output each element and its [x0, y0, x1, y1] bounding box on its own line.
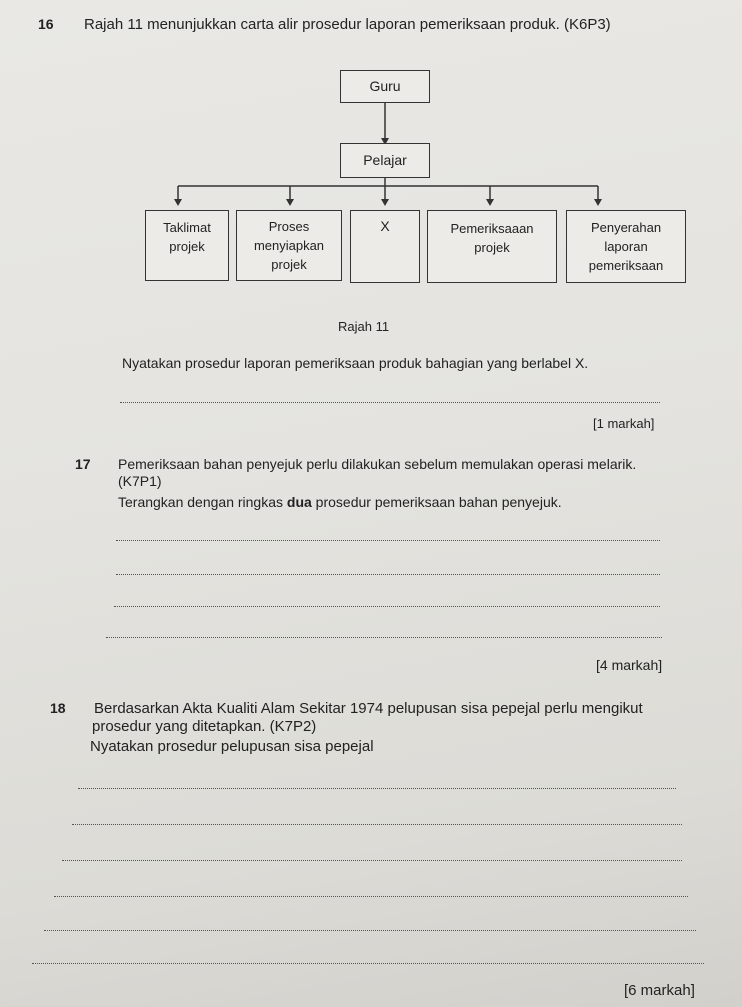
answer-line-18-6 — [32, 963, 704, 964]
flowchart-box-pelajar — [340, 143, 430, 178]
answer-line-18-5 — [44, 930, 696, 931]
flowchart-step-5-label: Penyerahan laporan pemeriksaan — [588, 220, 664, 273]
answer-line-18-2 — [72, 824, 682, 825]
question-17-number: 17 — [75, 456, 91, 472]
figure-caption: Rajah 11 — [338, 319, 390, 334]
question-17-line-1: Pemeriksaan bahan penyejuk perlu dilakukan sebelum memulakan operasi melarik. — [118, 456, 637, 472]
flowchart-step-4-label: Pemeriksaaan projek — [450, 220, 534, 255]
answer-line-17-2 — [116, 574, 660, 575]
question-17-instruction-post: prosedur pemeriksaan bahan penyejuk. — [311, 494, 562, 510]
answer-line-18-1 — [78, 788, 676, 789]
question-18-line-1: Berdasarkan Akta Kualiti Alam Sekitar 1974 pelupusan sisa pepejal perlu mengikut — [94, 700, 643, 717]
answer-line-17-3 — [114, 606, 660, 607]
question-16-instruction: Nyatakan prosedur laporan pemeriksaan produk bahagian yang berlabel X. — [122, 355, 589, 371]
flowchart-step-4 — [427, 210, 557, 283]
question-16-number: 16 — [38, 16, 54, 32]
flowchart-step-1 — [145, 210, 229, 281]
answer-line-18-4 — [54, 896, 688, 897]
flowchart-box-pelajar-label: Pelajar — [363, 152, 407, 168]
question-16-text: Rajah 11 menunjukkan carta alir prosedur laporan pemeriksaan produk. (K6P3) — [84, 16, 611, 33]
question-17-marks: [4 markah] — [596, 657, 663, 673]
question-18-number: 18 — [50, 700, 66, 716]
question-17-instruction-bold: dua — [286, 494, 312, 510]
question-18-marks: [6 markah] — [624, 982, 695, 999]
question-18-instruction: Nyatakan prosedur pelupusan sisa pepejal — [90, 738, 374, 755]
question-17-line-2: (K7P1) — [118, 473, 162, 489]
flowchart-step-1-label: Taklimat projek — [163, 219, 211, 254]
answer-line-16-1 — [120, 402, 660, 403]
flowchart-step-x — [350, 210, 420, 283]
flowchart-step-2 — [236, 210, 342, 281]
flowchart-step-2-label: Proses menyiapkan projek — [253, 219, 325, 272]
question-17-instruction-pre: Terangkan dengan ringkas — [118, 494, 287, 510]
flowchart-step-x-label: X — [380, 218, 390, 234]
question-18-line-2: prosedur yang ditetapkan. (K7P2) — [92, 718, 317, 735]
answer-line-17-1 — [116, 540, 660, 541]
question-17-instruction — [118, 494, 562, 511]
answer-line-17-4 — [106, 637, 662, 638]
answer-line-18-3 — [62, 860, 682, 861]
flowchart-step-5 — [566, 210, 686, 283]
question-16-marks: [1 markah] — [593, 416, 655, 431]
flowchart-box-guru-label: Guru — [369, 78, 401, 94]
flowchart-box-guru — [340, 70, 430, 103]
